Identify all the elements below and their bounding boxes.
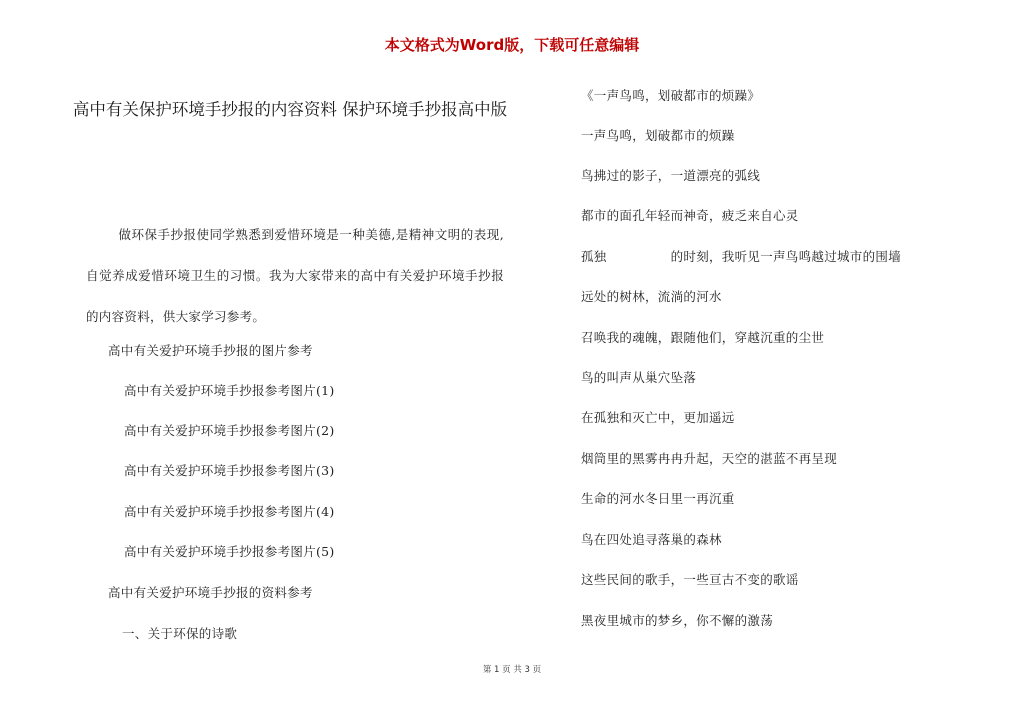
poem-line: 一声鸟鸣，划破都市的烦躁: [581, 128, 735, 143]
image-reference-item: 高中有关爱护环境手抄报参考图片(4): [124, 504, 335, 519]
poem-title: 《一声鸟鸣，划破都市的烦躁》: [581, 88, 761, 103]
poem-line: 鸟拂过的影子，一道漂亮的弧线: [581, 168, 761, 183]
poem-line: 远处的树林，流淌的河水: [581, 289, 722, 304]
image-reference-item: 高中有关爱护环境手抄报参考图片(3): [124, 463, 335, 478]
poem-line: 烟筒里的黑雾冉冉升起，天空的湛蓝不再呈现: [581, 451, 838, 466]
poem-line: 生命的河水冬日里一再沉重: [581, 491, 735, 506]
section-heading-materials: 高中有关爱护环境手抄报的资料参考: [108, 585, 313, 600]
poem-line: 孤独 的时刻，我听见一声鸟鸣越过城市的围墙: [581, 249, 902, 264]
poem-line: 召唤我的魂魄，跟随他们，穿越沉重的尘世: [581, 330, 825, 345]
poem-line: 在孤独和灭亡中，更加遥远: [581, 410, 735, 425]
image-reference-item: 高中有关爱护环境手抄报参考图片(2): [124, 423, 335, 438]
section-heading-images: 高中有关爱护环境手抄报的图片参考: [108, 343, 313, 358]
page-title: 高中有关保护环境手抄报的内容资料 保护环境手抄报高中版: [72, 100, 508, 119]
poem-line: 都市的面孔年轻而神奇，疲乏来自心灵: [581, 208, 799, 223]
poem-line: 鸟在四处追寻落巢的森林: [581, 532, 722, 547]
intro-paragraph: 做环保手抄报使同学熟悉到爱惜环境是一种美德,是精神文明的表现,自觉养成爱惜环境卫生的习惯。我为大家带来的高中有关爱护环境手抄报的内容资料，供大家学习参考。: [86, 227, 504, 324]
image-reference-item: 高中有关爱护环境手抄报参考图片(1): [124, 383, 335, 398]
poem-line: 黑夜里城市的梦乡，你不懈的激荡: [581, 613, 774, 628]
poem-line: 鸟的叫声从巢穴坠落: [581, 370, 697, 385]
page-number-footer: 第 1 页 共 3 页: [482, 665, 542, 675]
image-reference-item: 高中有关爱护环境手抄报参考图片(5): [124, 544, 335, 559]
word-version-banner: 本文格式为Word版，下载可任意编辑: [384, 36, 640, 54]
poem-line: 这些民间的歌手，一些亘古不变的歌谣: [581, 572, 799, 587]
subsection-heading-poems: 一、关于环保的诗歌: [122, 626, 238, 641]
